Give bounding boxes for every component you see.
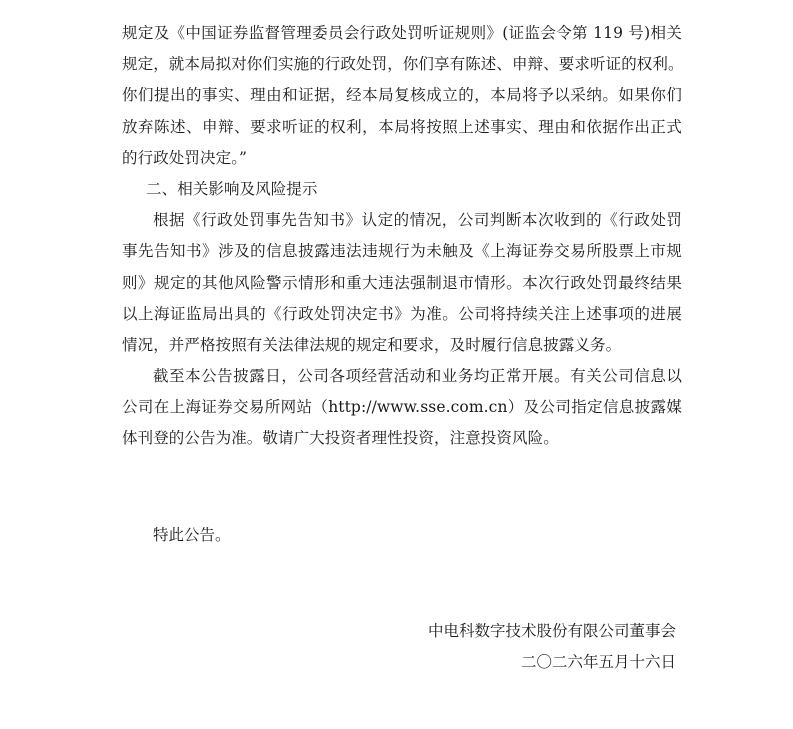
paragraph-operations (122, 361, 682, 455)
paragraph-impact (122, 205, 682, 361)
paragraph-line: 截至本公告披露日，公司各项经营活动和业务均正常开展。有关公司信息以 (153, 367, 682, 386)
paragraph-line: 事先告知书》涉及的信息披露违法违规行为未触及《上海证券交易所股票上市规 (122, 242, 682, 261)
paragraph-line: 根据《行政处罚事先告知书》认定的情况，公司判断本次收到的《行政处罚 (153, 211, 682, 230)
paragraph-line: 情况，并严格按照有关法律法规的规定和要求，及时履行信息披露义务。 (122, 335, 622, 354)
section-heading: 二、相关影响及风险提示 (146, 179, 318, 198)
paragraph-hearing-rights (122, 18, 682, 174)
paragraph-line: 则》规定的其他风险警示情形和重大违法强制退市情形。本次行政处罚最终结果 (122, 273, 682, 292)
paragraph-line: 以上海证监局出具的《行政处罚决定书》为准。公司将持续关注上述事项的进展 (122, 304, 682, 323)
paragraph-line: 你们提出的事实、理由和证据，经本局复核成立的，本局将予以采纳。如果你们 (122, 86, 682, 105)
signature-company: 中电科数字技术股份有限公司董事会 (427, 622, 676, 640)
document-body (122, 18, 682, 455)
paragraph-line: 规定及《中国证券监督管理委员会行政处罚听证规则》(证监会令第 119 号)相关 (122, 24, 682, 42)
paragraph-line: 的行政处罚决定。” (122, 148, 248, 167)
paragraph-line: 体刊登的公告为准。敬请广大投资者理性投资，注意投资风险。 (122, 429, 559, 448)
paragraph-line: 放弃陈述、申辩、要求听证的权利，本局将按照上述事实、理由和依据作出正式 (122, 117, 682, 136)
closing-statement: 特此公告。 (153, 526, 231, 544)
paragraph-line: 公司在上海证券交易所网站（http://www.sse.com.cn）及公司指定信息披露媒 (122, 398, 682, 417)
signature-date: 二〇二六年五月十六日 (520, 653, 676, 671)
paragraph-line: 规定，就本局拟对你们实施的行政处罚，你们享有陈述、申辩、要求听证的权利。 (122, 55, 684, 74)
